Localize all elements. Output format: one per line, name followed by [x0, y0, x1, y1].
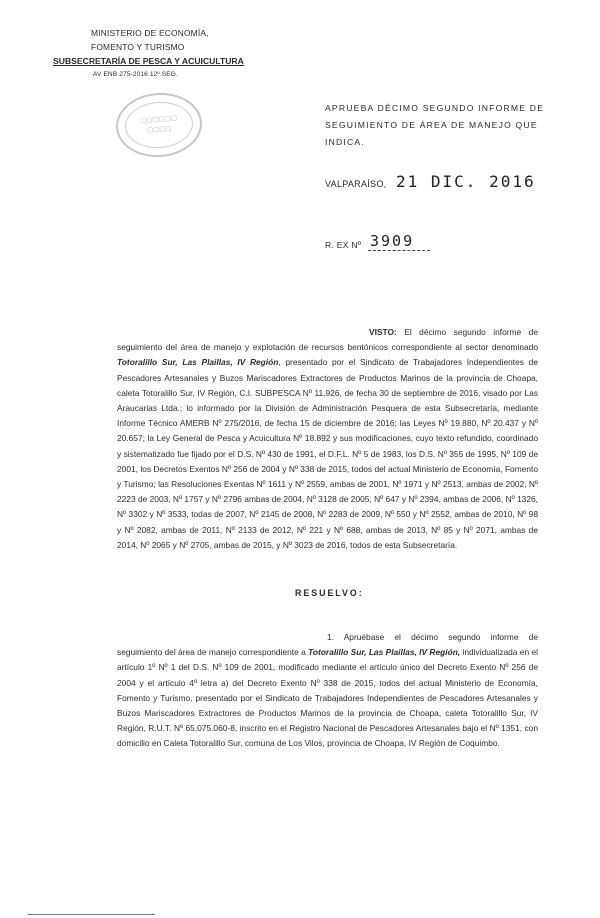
document-date: 21 DIC. 2016 — [396, 172, 536, 191]
seal-stamp: ▢▢▢▢▢▢ ▢▢▢▢ — [114, 90, 204, 160]
resolution-number-underline — [368, 250, 430, 251]
article-text-2: individualizada en el artículo 1º Nº 1 del D.S. Nº 109 de 2001, modificado mediante el artículo único del Decreto Exento Nº 256 de 2004 y el artículo 4º letra a) del Decreto Exento Nº 338 de 2015, todos del actual Ministerio de Economía, Fomento y Turismo, presentado por el Sindicato de Trabajadores Independientes de Pescadores Artesanales y Buzos Mariscadores Extractores de Productos Marinos de la provincia de Choapa, caleta Totoralillo Sur, IV Región, R.U.T. Nº 65.075.060-8, inscrito en el Registro Nacional de Pescadores Artesanales bajo el Nº 1351, con domicilio en Caleta Totoralillo Sur, comuna de Los Vilos, provincia de Choapa, IV Región de Coquimbo. — [117, 647, 538, 749]
document-subject: APRUEBA DÉCIMO SEGUNDO INFORME DE SEGUIMIENTO DE ÁREA DE MANEJO QUE INDICA. — [325, 103, 545, 147]
resuelvo-heading: RESUELVO: — [295, 588, 364, 598]
ministry-name-line2: FOMENTO Y TURISMO — [91, 42, 185, 52]
footer-rule — [28, 914, 155, 915]
visto-text-2: , presentado por el Sindicato de Trabajadores Independientes de Pescadores Artesanales y Buzos Mariscadores Extractores de Productos Marinos de la provincia de Choapa, caleta Totoralillo Sur, IV Región, C.I. SUBPESCA Nº 11.926, de fecha 30 de septiembre de 2016, visado por Las Araucarias Ltda.; lo informado por la División de Administración Pesquera de esta Subsecretaría, mediante Informe Técnico AMERB Nº 275/2016, de fecha 15 de diciembre de 2016; las Leyes Nº 19.880, Nº 20.437 y Nº 20.657; la Ley General de Pesca y Acuicultura Nº 18.892 y sus modificaciones, cuyo texto refundido, coordinado y sistematizado fue fijado por el D.S. Nº 430 de 1991, el D.F.L. Nº 5 de 1983, los D.S. Nº 355 de 1995, Nº 109 de 2001, los Decretos Exentos Nº 256 de 2004 y Nº 338 de 2015, todos del actual Ministerio de Economía, Fomento y Turismo; las Resoluciones Exentas Nº 1611 y Nº 2559, ambas de 2001, Nº 1971 y Nº 2513, ambas de 2002, Nº 2223 de 2003, Nº 1757 y Nº 2796 ambas de 2004, Nº 3128 de 2005, Nº 647 y Nº 2394, ambas de 2006, Nº 1326, Nº 3302 y Nº 3533, todas de 2007, Nº 2145 de 2008, Nº 2283 de 2009, Nº 550 y Nº 2552, ambas de 2010, Nº 98 y Nº 2082, ambas de 2011, Nº 2133 de 2012, Nº 221 y Nº 688, ambas de 2013, Nº 85 y Nº 2071, ambas de 2014, Nº 2065 y Nº 2705, ambas de 2015, y Nº 3023 de 2016, todos de esta Subsecretaría. — [117, 357, 538, 550]
resolution-number: 3909 — [370, 232, 415, 250]
article-text-1: Apruébase el décimo segundo informe de seguimiento del área de manejo correspondiente a — [117, 632, 538, 658]
resolution-number-label: R. EX Nº — [325, 240, 362, 250]
ministry-name-line1: MINISTERIO DE ECONOMÍA, — [91, 28, 209, 38]
document-reference: AV ENB 275-2016 12º SEG. — [93, 71, 178, 78]
subsecretaria-name: SUBSECRETARÍA DE PESCA Y ACUICULTURA — [53, 56, 244, 66]
visto-sector-name: Totoralillo Sur, Las Plaillas, IV Región — [117, 357, 279, 368]
visto-text-1: El décimo segundo informe de seguimiento del área de manejo y explotación de recursos bentónicos correspondiente al sector denominado — [117, 327, 538, 353]
place-label: VALPARAÍSO, — [325, 179, 387, 189]
visto-paragraph — [117, 325, 538, 553]
article-number: 1. — [327, 632, 334, 642]
article-sector-name: Totoralillo Sur, Las Plaillas, IV Región, — [308, 647, 461, 658]
resuelvo-article-1 — [117, 630, 538, 752]
visto-label: VISTO: — [369, 327, 397, 337]
